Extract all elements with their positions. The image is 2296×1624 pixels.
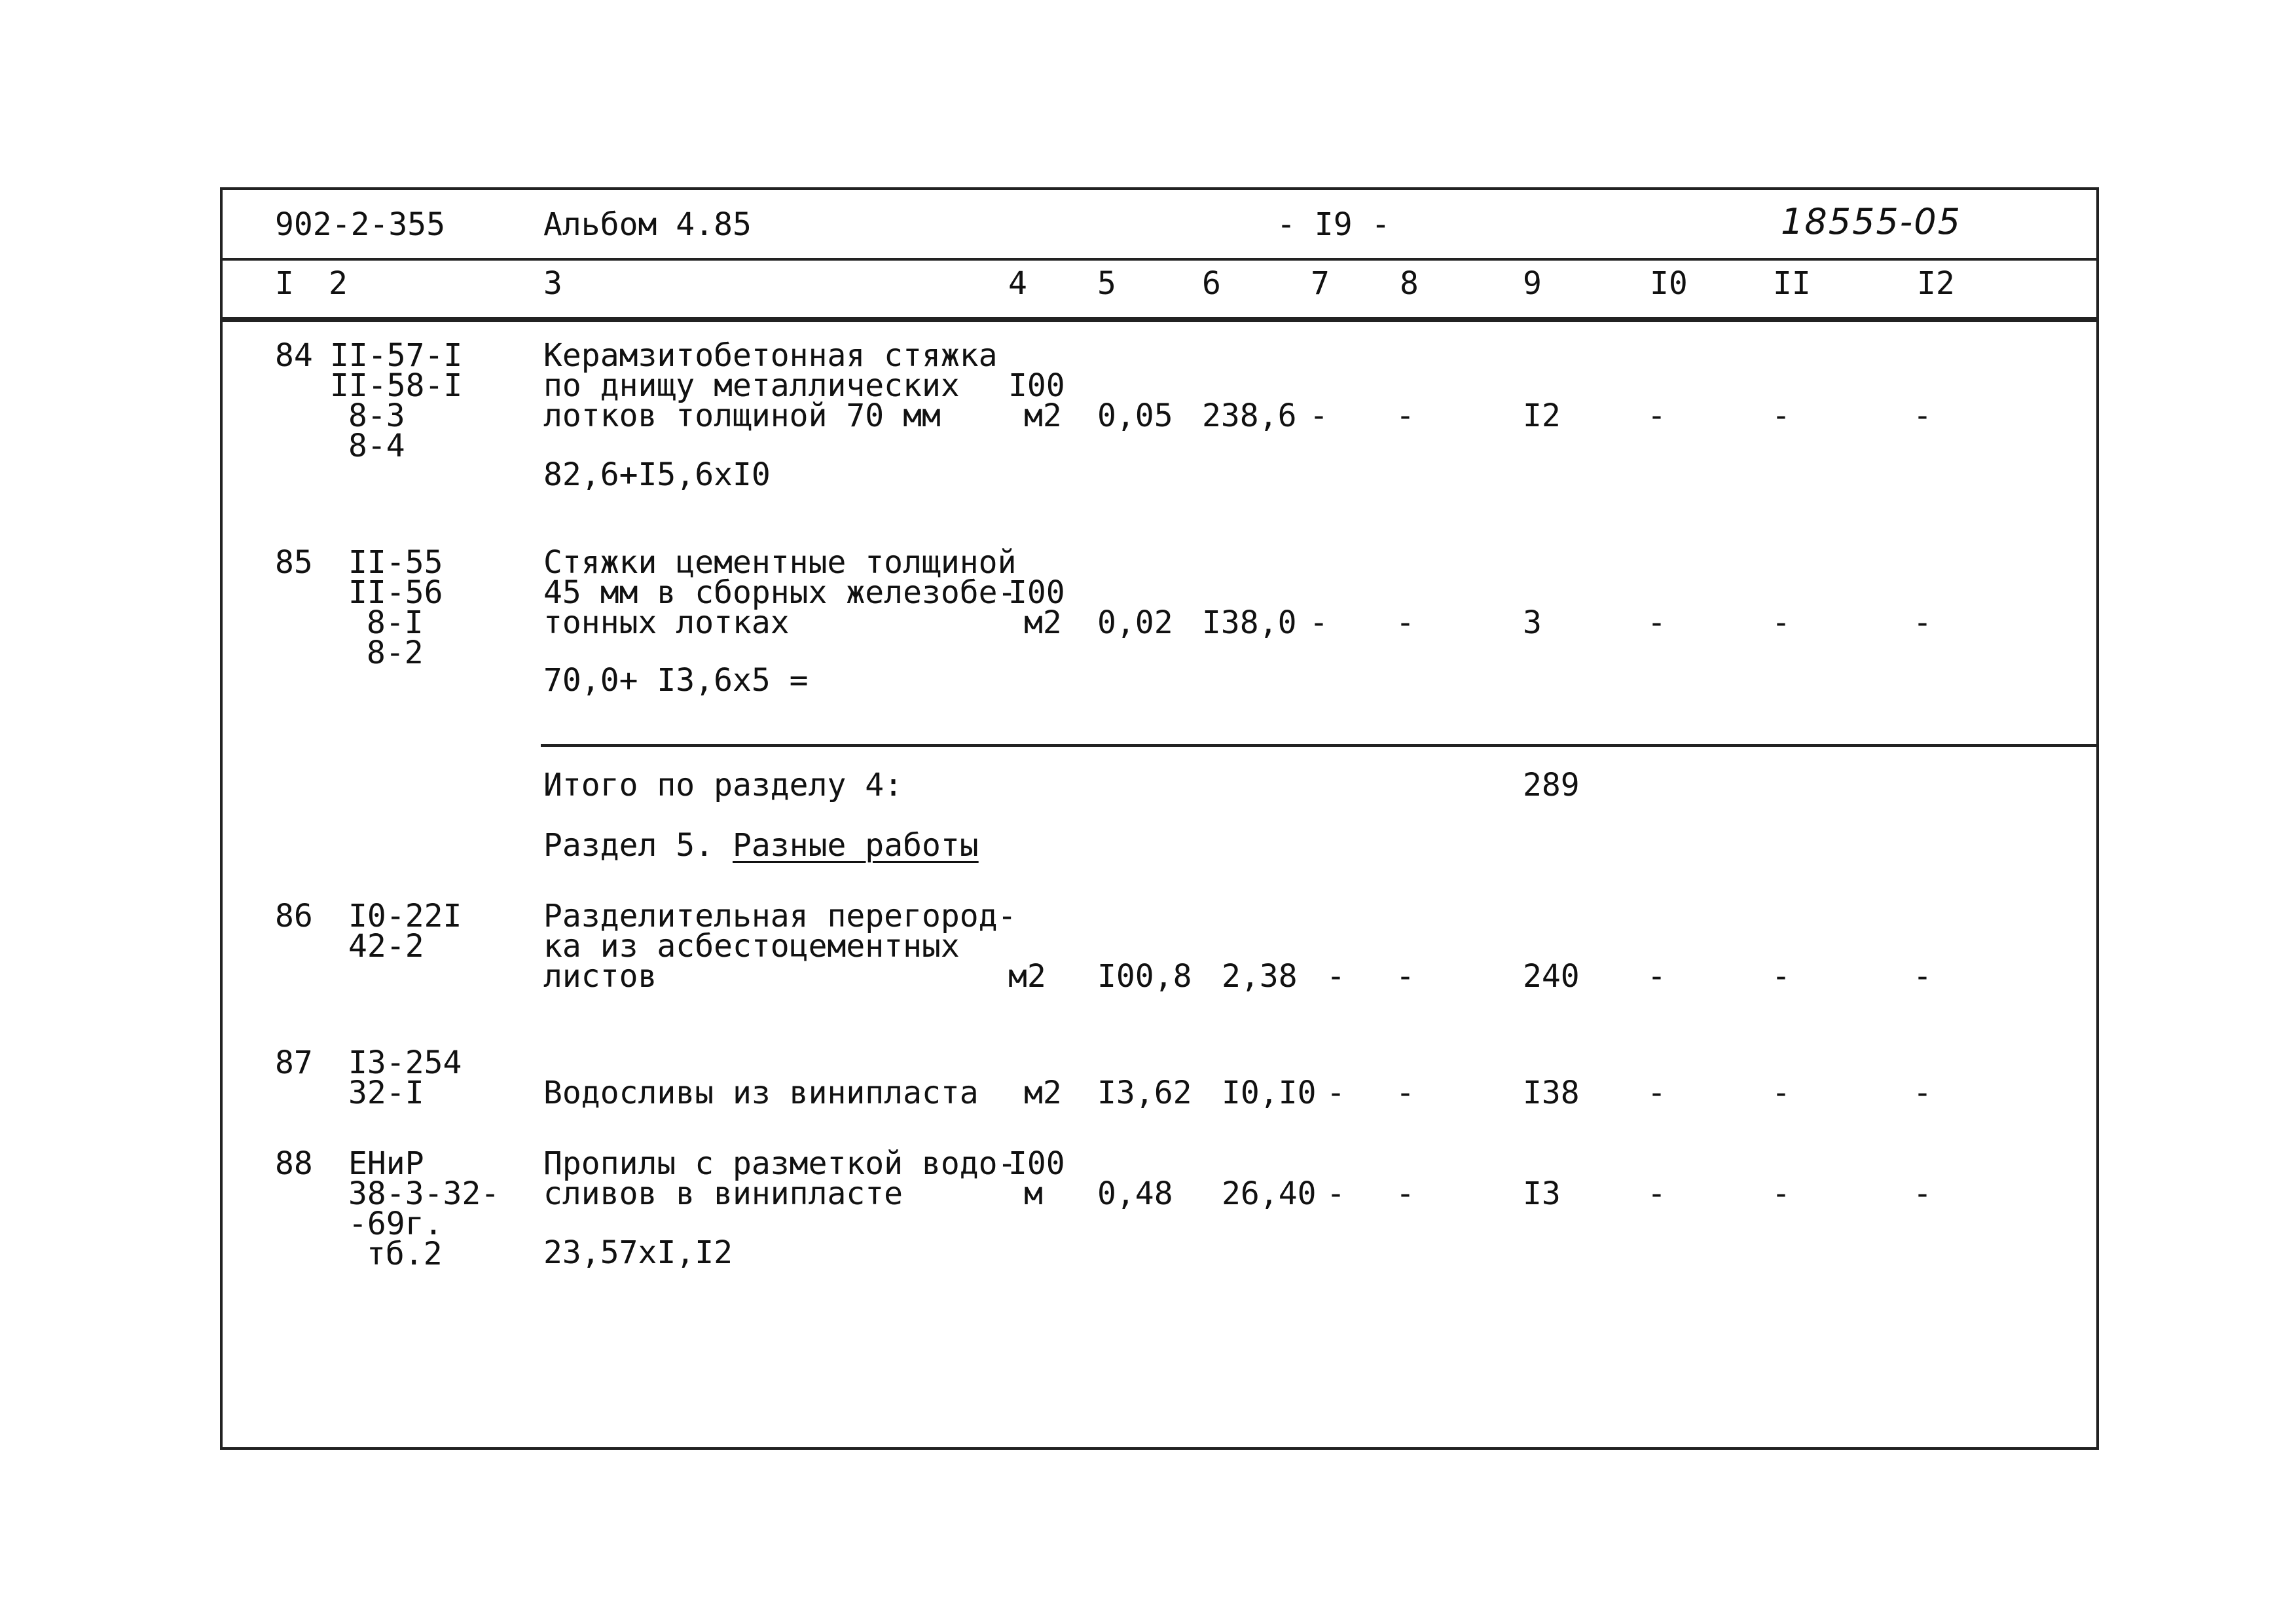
norm-code: II-57-I [330,337,463,374]
col-header-5: 5 [1097,265,1116,302]
col9-value: I2 [1523,397,1561,434]
norm-code: 8-I [367,604,424,641]
work-description: по днищу металлических [543,367,960,404]
unit: м2 [1008,958,1046,995]
norm-code: 8-3 [348,397,405,434]
norm-code: II-56 [348,574,443,611]
col10-value: - [1647,604,1666,641]
unit-price: 238,6 [1202,397,1297,434]
col8-value: - [1396,1175,1415,1212]
unit-price: I0,I0 [1222,1075,1317,1111]
col-header-10: I0 [1650,265,1688,302]
doc-code: 902-2-355 [275,206,446,243]
col10-value: - [1647,1175,1666,1212]
col11-value: - [1772,1075,1791,1111]
work-description: Пропилы с разметкой водо- [543,1145,1017,1182]
document-sheet [220,187,2099,1450]
quantity: I3,62 [1097,1075,1192,1111]
col10-value: - [1647,958,1666,995]
col12-value: - [1913,397,1932,434]
work-description: Стяжки цементные толщиной [543,544,1017,581]
col-header-2: 2 [329,265,348,302]
unit-price: 26,40 [1222,1175,1317,1212]
row-number: 87 [275,1044,313,1081]
column-header-rule [220,317,2099,322]
norm-code: тб.2 [367,1236,443,1272]
archive-stamp-number: 18555-05 [1781,201,1961,242]
unit: I00 [1008,1145,1065,1182]
unit: м [1024,1175,1043,1212]
norm-code: 8-4 [348,428,405,464]
calculation-note: 23,57xI,I2 [543,1234,733,1271]
norm-code: -69г. [348,1206,443,1242]
col-header-8: 8 [1400,265,1419,302]
col-header-9: 9 [1523,265,1542,302]
col-header-12: I2 [1917,265,1955,302]
work-description: лотков толщиной 70 мм [543,397,941,434]
norm-code: I3-254 [348,1044,462,1081]
work-description: листов [543,958,657,995]
col11-value: - [1772,1175,1791,1212]
col7-value: - [1326,1175,1345,1212]
quantity: 0,02 [1097,604,1173,641]
col9-value: 240 [1523,958,1580,995]
work-description: Керамзитобетонная стяжка [543,337,998,374]
row-number: 84 [275,337,313,374]
section-total-rule [541,744,2099,747]
col-header-11: II [1773,265,1811,302]
col8-value: - [1396,1075,1415,1111]
norm-code: 42-2 [348,928,424,965]
section-title: Разные работы [733,827,979,864]
unit-price: I38,0 [1202,604,1297,641]
calculation-note: 82,6+I5,6xI0 [543,456,771,493]
col-header-1: I [275,265,294,302]
album-title: Альбом 4.85 [543,206,752,243]
col10-value: - [1647,397,1666,434]
col12-value: - [1913,958,1932,995]
col11-value: - [1772,604,1791,641]
col9-value: I3 [1523,1175,1561,1212]
work-description: сливов в винипласте [543,1175,903,1212]
norm-code: 32-I [348,1075,424,1111]
unit-price: 2,38 [1222,958,1298,995]
section-prefix: Раздел 5. [543,827,714,864]
unit: м2 [1024,1075,1062,1111]
calculation-note: 70,0+ I3,6x5 = [543,662,809,699]
norm-code: II-58-I [330,367,463,404]
col11-value: - [1772,397,1791,434]
row-number: 88 [275,1145,313,1182]
work-description: Разделительная перегород- [543,898,1017,934]
col12-value: - [1913,1175,1932,1212]
header-rule [220,258,2099,261]
col8-value: - [1396,397,1415,434]
norm-code: I0-22I [348,898,462,934]
unit: м2 [1024,604,1062,641]
col12-value: - [1913,604,1932,641]
norm-code: II-55 [348,544,443,581]
col7-value: - [1326,958,1345,995]
col7-value: - [1309,397,1328,434]
work-description: 45 мм в сборных железобе- [543,574,1017,611]
quantity: 0,48 [1097,1175,1173,1212]
quantity: I00,8 [1097,958,1192,995]
col7-value: - [1326,1075,1345,1111]
col10-value: - [1647,1075,1666,1111]
quantity: 0,05 [1097,397,1173,434]
col12-value: - [1913,1075,1932,1111]
col9-value: I38 [1523,1075,1580,1111]
row-number: 85 [275,544,313,581]
col-header-4: 4 [1008,265,1027,302]
section-heading [543,827,979,864]
col8-value: - [1396,604,1415,641]
section-total-label: Итого по разделу 4: [543,767,903,803]
work-description: ка из асбестоцементных [543,928,960,965]
norm-code: ЕНиР [348,1145,424,1182]
row-number: 86 [275,898,313,934]
work-description: Водосливы из винипласта [543,1075,979,1111]
col9-value: 3 [1523,604,1542,641]
section-total-value: 289 [1523,767,1580,803]
unit: I00 [1008,574,1065,611]
page-number: - I9 - [1277,206,1391,243]
norm-code: 38-3-32- [348,1175,500,1212]
work-description: тонных лотках [543,604,790,641]
col8-value: - [1396,958,1415,995]
unit: I00 [1008,367,1065,404]
col-header-6: 6 [1202,265,1221,302]
col-header-7: 7 [1311,265,1330,302]
col11-value: - [1772,958,1791,995]
norm-code: 8-2 [367,635,424,671]
col7-value: - [1309,604,1328,641]
unit: м2 [1024,397,1062,434]
col-header-3: 3 [543,265,562,302]
